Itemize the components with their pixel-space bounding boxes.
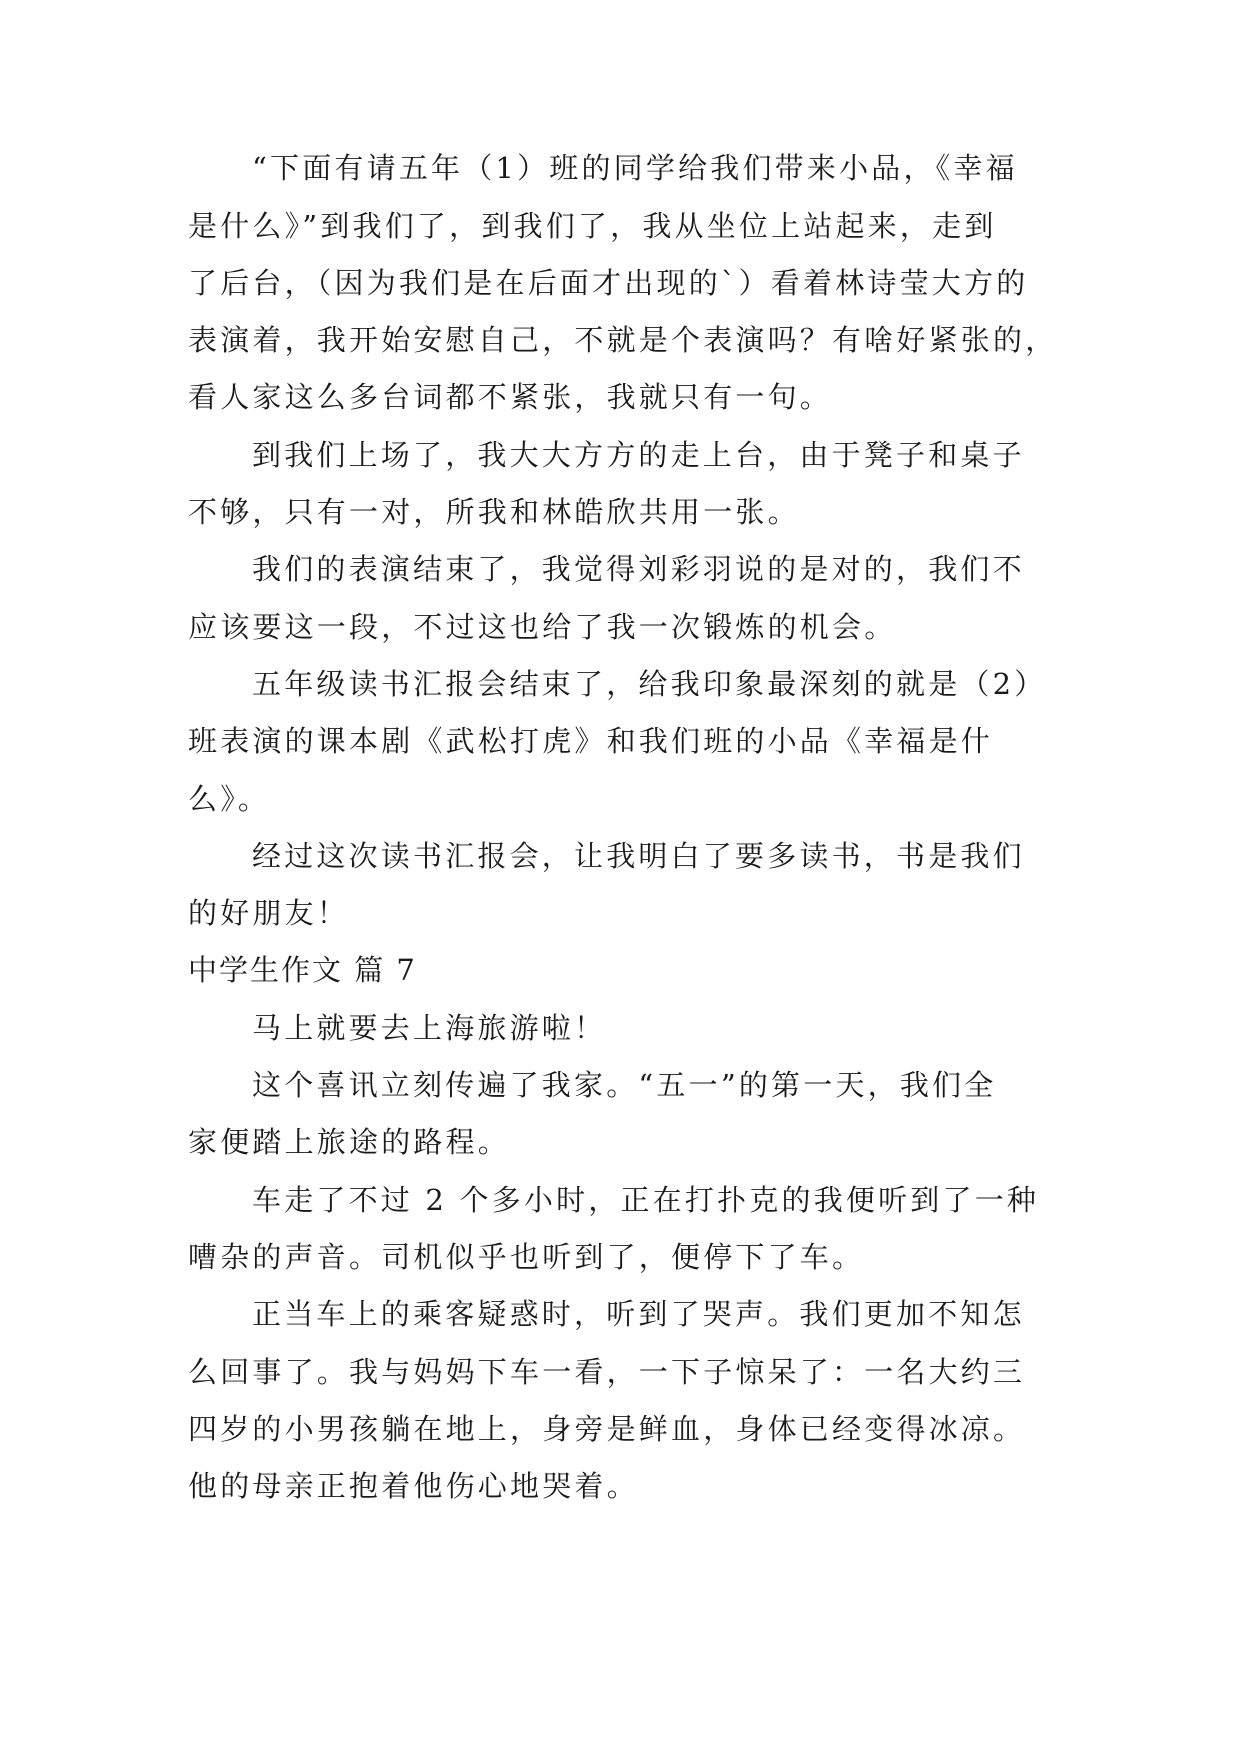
paragraph-line: 么回事了。我与妈妈下车一看，一下子惊呆了：一名大约三	[188, 1355, 1026, 1389]
paragraph-line: 我们的表演结束了，我觉得刘彩羽说的是对的，我们不	[252, 552, 1025, 586]
paragraph-line: 到我们上场了，我大大方方的走上台，由于凳子和桌子	[252, 438, 1025, 472]
paragraph-line: 四岁的小男孩躺在地上，身旁是鲜血，身体已经变得冰凉。	[188, 1412, 1026, 1446]
paragraph-line: 经过这次读书汇报会，让我明白了要多读书，书是我们	[252, 839, 1025, 873]
paragraph-line: 看人家这么多台词都不紧张，我就只有一句。	[188, 380, 833, 414]
paragraph-line: 他的母亲正抱着他伤心地哭着。	[188, 1469, 639, 1503]
paragraph-line: 了后台，（因为我们是在后面才出现的`）看着林诗莹大方的	[188, 266, 1029, 300]
section-heading: 中学生作文 篇 7	[188, 953, 417, 987]
paragraph-line: 正当车上的乘客疑惑时，听到了哭声。我们更加不知怎	[252, 1297, 1025, 1331]
paragraph-line: 的好朋友！	[188, 896, 350, 930]
paragraph-line: 班表演的课本剧《武松打虎》和我们班的小品《幸福是什	[188, 724, 994, 758]
paragraph-line: 应该要这一段，不过这也给了我一次锻炼的机会。	[188, 610, 897, 644]
paragraph-line: 是什么》”到我们了，到我们了，我从坐位上站起来，走到	[188, 209, 997, 243]
paragraph-line: 家便踏上旅途的路程。	[188, 1125, 511, 1159]
paragraph-line: “下面有请五年（1）班的同学给我们带来小品，《幸福	[252, 151, 1018, 185]
paragraph-line: 嘈杂的声音。司机似乎也听到了，便停下了车。	[188, 1240, 865, 1274]
paragraph-line: 不够，只有一对，所我和林皓欣共用一张。	[188, 495, 800, 529]
paragraph-line: 马上就要去上海旅游啦！	[252, 1011, 607, 1045]
paragraph-line: 么》。	[188, 782, 271, 816]
paragraph-line: 车走了不过 2 个多小时，正在打扑克的我便听到了一种	[252, 1183, 1040, 1217]
paragraph-line: 五年级读书汇报会结束了，给我印象最深刻的就是（2）	[252, 667, 1047, 701]
paragraph-line: 表演着，我开始安慰自己，不就是个表演吗？有啥好紧张的，	[188, 323, 1058, 357]
paragraph-line: 这个喜讯立刻传遍了我家。“五一”的第一天，我们全	[252, 1068, 997, 1102]
